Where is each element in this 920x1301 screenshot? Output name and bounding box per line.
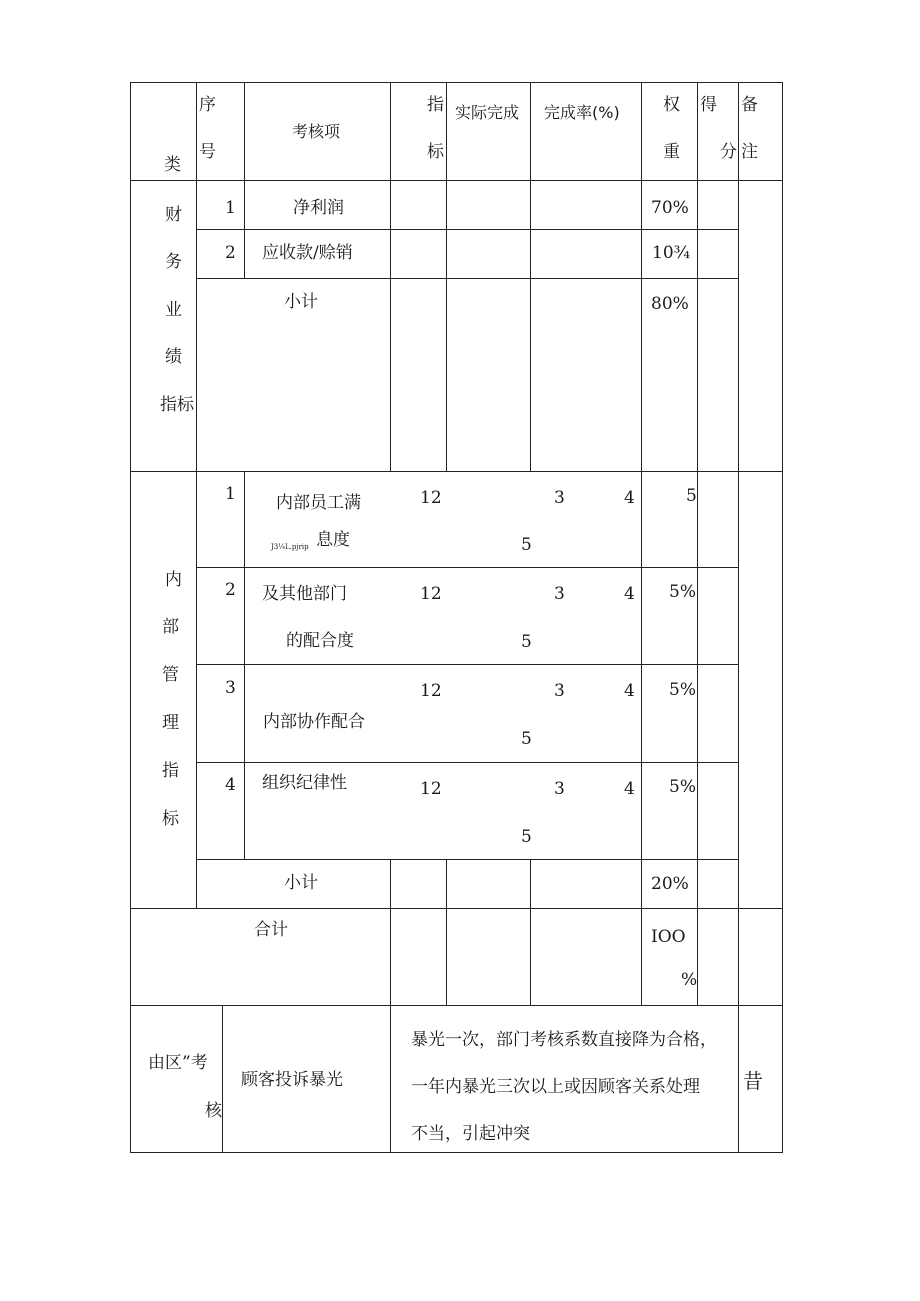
grid-line <box>530 82 531 472</box>
header-score-bottom: 分 <box>720 142 737 162</box>
table-row-weight: 5% <box>669 680 696 700</box>
grid-line <box>196 278 738 279</box>
total-label: 合计 <box>254 920 288 940</box>
financial-category-char: 业 <box>165 300 182 320</box>
internal-category-char: 理 <box>162 713 179 733</box>
table-row-weight: 10¾ <box>652 243 691 263</box>
scale-d: 5 <box>521 632 532 652</box>
header-actual: 实际完成 <box>455 103 520 122</box>
financial-category-char: 财 <box>165 205 182 225</box>
table-row-seq: 3 <box>225 678 236 698</box>
table-row-weight: 5% <box>669 582 696 602</box>
grid-line <box>390 859 391 1153</box>
grid-line <box>196 762 738 763</box>
scale-a: 12 <box>420 584 442 604</box>
header-seq-bottom: 号 <box>199 142 216 162</box>
table-row-item-note: J3¼L.pjrip <box>271 543 309 551</box>
grid-line <box>196 859 738 860</box>
grid-line <box>390 82 391 472</box>
financial-category-char: 指标 <box>160 395 194 415</box>
scale-c: 4 <box>624 488 635 508</box>
table-row-seq: 2 <box>225 243 236 263</box>
grid-line <box>130 1005 782 1006</box>
veto-description: 一年内暴光三次以上或因顾客关系处理 <box>411 1077 700 1097</box>
table-row-item: 的配合度 <box>286 631 354 651</box>
veto-remark: 昔 <box>743 1069 763 1093</box>
table-row-weight: 5 <box>686 486 697 506</box>
grid-line <box>244 471 245 860</box>
table-row-item: 应收款/赊销 <box>262 243 353 263</box>
header-score-top: 得 <box>700 95 717 115</box>
scale-d: 5 <box>521 827 532 847</box>
scale-a: 12 <box>420 488 442 508</box>
internal-subtotal-label: 小计 <box>284 873 318 893</box>
grid-line <box>446 82 447 472</box>
grid-line <box>222 1005 223 1153</box>
grid-line <box>530 859 531 1006</box>
financial-category-char: 绩 <box>165 347 182 367</box>
scale-c: 4 <box>624 584 635 604</box>
grid-line <box>196 82 197 909</box>
header-remark-top: 备 <box>741 95 758 115</box>
veto-item: 顾客投诉暴光 <box>241 1070 343 1090</box>
table-row-item: 息度 <box>316 530 350 550</box>
table-row-seq: 1 <box>225 198 236 218</box>
scale-b: 3 <box>554 681 565 701</box>
grid-line <box>196 229 738 230</box>
table-row-item: 内部协作配合 <box>263 712 365 732</box>
table-row-item: 及其他部门 <box>262 584 347 604</box>
grid-line <box>130 908 782 909</box>
internal-category-char: 管 <box>162 665 179 685</box>
internal-subtotal-weight: 20% <box>651 874 689 894</box>
header-item: 考核项 <box>292 122 341 141</box>
grid-line <box>130 180 782 181</box>
grid-line <box>196 664 738 665</box>
total-weight: IOO <box>651 927 686 947</box>
scale-c: 4 <box>624 779 635 799</box>
veto-category: 由区”考 <box>148 1053 208 1073</box>
table-row-seq: 4 <box>225 775 236 795</box>
grid-line <box>196 567 738 568</box>
grid-line <box>641 82 642 1006</box>
scale-b: 3 <box>554 584 565 604</box>
internal-category-char: 内 <box>165 570 182 590</box>
grid-line <box>697 82 698 1006</box>
financial-subtotal-label: 小计 <box>284 292 318 312</box>
financial-category-char: 务 <box>165 252 182 272</box>
table-row-weight: 70% <box>651 198 689 218</box>
scale-c: 4 <box>624 681 635 701</box>
grid-line <box>130 1152 782 1153</box>
header-category: 类 <box>164 155 181 175</box>
internal-category-char: 部 <box>162 617 179 637</box>
table-row-item: 内部员工满 <box>276 493 361 513</box>
total-weight-unit: % <box>681 970 698 990</box>
scale-a: 12 <box>420 779 442 799</box>
grid-line <box>130 82 782 83</box>
grid-line <box>446 859 447 1006</box>
scale-b: 3 <box>554 488 565 508</box>
internal-category-char: 标 <box>162 809 179 829</box>
scale-d: 5 <box>521 535 532 555</box>
header-remark-bottom: 注 <box>741 142 758 162</box>
grid-line <box>738 82 739 1006</box>
internal-category-char: 指 <box>162 761 179 781</box>
scale-b: 3 <box>554 779 565 799</box>
header-indicator-top: 指 <box>427 95 444 115</box>
veto-description: 不当，引起冲突 <box>411 1124 530 1144</box>
veto-category-end: 核 <box>205 1101 222 1121</box>
scale-d: 5 <box>521 729 532 749</box>
table-row-seq: 2 <box>225 580 236 600</box>
grid-line <box>738 1005 739 1153</box>
grid-line <box>130 82 131 1153</box>
header-rate: 完成率(%) <box>544 103 620 122</box>
header-weight-top: 权 <box>663 95 680 115</box>
grid-line <box>782 82 783 1153</box>
grid-line <box>130 471 782 472</box>
veto-description: 暴光一次，部门考核系数直接降为合格， <box>411 1030 717 1050</box>
financial-subtotal-weight: 80% <box>651 294 689 314</box>
scale-a: 12 <box>420 681 442 701</box>
grid-line <box>244 82 245 279</box>
table-row-item: 净利润 <box>293 198 344 218</box>
table-row-item: 组织纪律性 <box>262 773 347 793</box>
header-weight-bottom: 重 <box>663 142 680 162</box>
header-indicator-bottom: 标 <box>427 142 444 162</box>
table-row-seq: 1 <box>225 484 236 504</box>
table-row-weight: 5% <box>669 777 696 797</box>
header-seq-top: 序 <box>199 95 216 115</box>
